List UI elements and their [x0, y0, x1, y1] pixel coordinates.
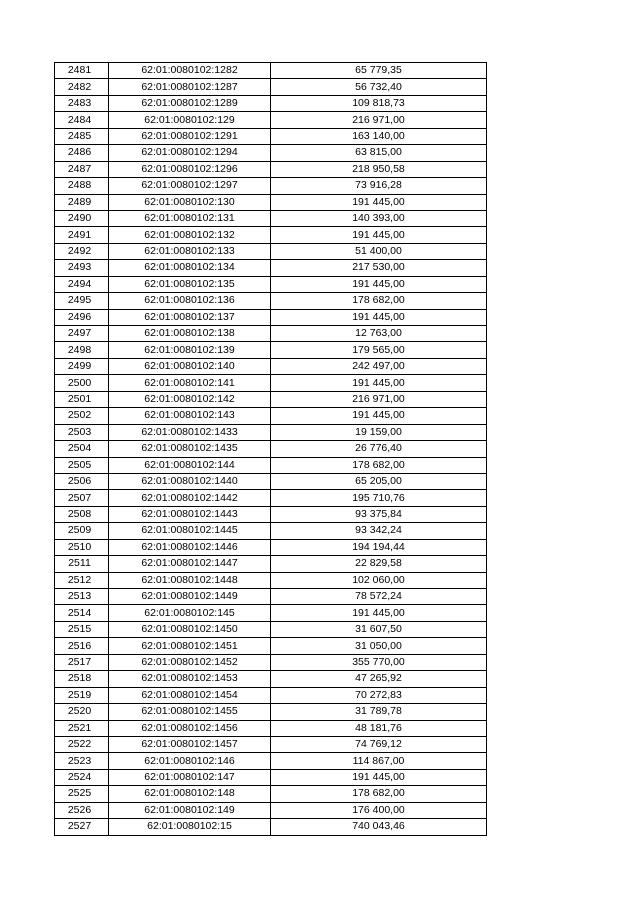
value-cell: 109 818,73 [271, 95, 487, 111]
table-row [55, 210, 487, 226]
cadastral-number-cell: 62:01:0080102:1449 [109, 589, 271, 605]
table-row [55, 490, 487, 506]
cadastral-number-cell: 62:01:0080102:1443 [109, 506, 271, 522]
row-number-cell: 2501 [55, 391, 109, 407]
row-number-cell: 2485 [55, 128, 109, 144]
row-number-cell: 2494 [55, 276, 109, 292]
value-cell: 114 867,00 [271, 753, 487, 769]
row-number-cell: 2486 [55, 145, 109, 161]
value-cell: 31 789,78 [271, 704, 487, 720]
row-number-cell: 2518 [55, 671, 109, 687]
value-cell: 191 445,00 [271, 227, 487, 243]
table-row [55, 687, 487, 703]
table-row [55, 391, 487, 407]
value-cell: 191 445,00 [271, 276, 487, 292]
table-row [55, 671, 487, 687]
value-cell: 26 776,40 [271, 441, 487, 457]
cadastral-number-cell: 62:01:0080102:144 [109, 457, 271, 473]
table-row [55, 63, 487, 79]
table-row [55, 276, 487, 292]
table-row [55, 79, 487, 95]
table-row [55, 654, 487, 670]
row-number-cell: 2510 [55, 539, 109, 555]
cadastral-number-cell: 62:01:0080102:141 [109, 375, 271, 391]
table-row [55, 112, 487, 128]
row-number-cell: 2508 [55, 506, 109, 522]
value-cell: 51 400,00 [271, 243, 487, 259]
value-cell: 163 140,00 [271, 128, 487, 144]
row-number-cell: 2503 [55, 424, 109, 440]
cadastral-number-cell: 62:01:0080102:140 [109, 358, 271, 374]
table-row [55, 243, 487, 259]
row-number-cell: 2481 [55, 63, 109, 79]
cadastral-number-cell: 62:01:0080102:145 [109, 605, 271, 621]
row-number-cell: 2526 [55, 802, 109, 818]
table-row [55, 506, 487, 522]
row-number-cell: 2521 [55, 720, 109, 736]
row-number-cell: 2512 [55, 572, 109, 588]
row-number-cell: 2516 [55, 638, 109, 654]
cadastral-number-cell: 62:01:0080102:1452 [109, 654, 271, 670]
value-cell: 31 050,00 [271, 638, 487, 654]
table-row [55, 227, 487, 243]
row-number-cell: 2514 [55, 605, 109, 621]
table-row [55, 342, 487, 358]
value-cell: 47 265,92 [271, 671, 487, 687]
cadastral-number-cell: 62:01:0080102:133 [109, 243, 271, 259]
value-cell: 31 607,50 [271, 621, 487, 637]
value-cell: 216 971,00 [271, 391, 487, 407]
table-row [55, 293, 487, 309]
value-cell: 191 445,00 [271, 194, 487, 210]
row-number-cell: 2493 [55, 260, 109, 276]
row-number-cell: 2527 [55, 819, 109, 835]
row-number-cell: 2520 [55, 704, 109, 720]
table-row [55, 161, 487, 177]
value-cell: 740 043,46 [271, 819, 487, 835]
cadastral-number-cell: 62:01:0080102:1453 [109, 671, 271, 687]
table-row [55, 572, 487, 588]
value-cell: 22 829,58 [271, 556, 487, 572]
table-row [55, 358, 487, 374]
value-cell: 194 194,44 [271, 539, 487, 555]
value-cell: 63 815,00 [271, 145, 487, 161]
cadastral-number-cell: 62:01:0080102:1445 [109, 523, 271, 539]
cadastral-number-cell: 62:01:0080102:137 [109, 309, 271, 325]
cadastral-number-cell: 62:01:0080102:1450 [109, 621, 271, 637]
table-row [55, 589, 487, 605]
table-row [55, 194, 487, 210]
table-row [55, 523, 487, 539]
row-number-cell: 2483 [55, 95, 109, 111]
cadastral-number-cell: 62:01:0080102:1297 [109, 178, 271, 194]
table-row [55, 720, 487, 736]
row-number-cell: 2490 [55, 210, 109, 226]
table-row [55, 621, 487, 637]
cadastral-number-cell: 62:01:0080102:1289 [109, 95, 271, 111]
cadastral-number-cell: 62:01:0080102:135 [109, 276, 271, 292]
cadastral-number-cell: 62:01:0080102:1435 [109, 441, 271, 457]
cadastral-number-cell: 62:01:0080102:1446 [109, 539, 271, 555]
row-number-cell: 2506 [55, 473, 109, 489]
value-cell: 216 971,00 [271, 112, 487, 128]
value-cell: 191 445,00 [271, 605, 487, 621]
cadastral-number-cell: 62:01:0080102:1291 [109, 128, 271, 144]
value-cell: 242 497,00 [271, 358, 487, 374]
value-cell: 12 763,00 [271, 326, 487, 342]
row-number-cell: 2522 [55, 736, 109, 752]
table-row [55, 326, 487, 342]
cadastral-number-cell: 62:01:0080102:1448 [109, 572, 271, 588]
cadastral-number-cell: 62:01:0080102:139 [109, 342, 271, 358]
row-number-cell: 2495 [55, 293, 109, 309]
value-cell: 355 770,00 [271, 654, 487, 670]
table-row [55, 786, 487, 802]
table-row [55, 473, 487, 489]
table-row [55, 819, 487, 835]
row-number-cell: 2488 [55, 178, 109, 194]
row-number-cell: 2524 [55, 769, 109, 785]
row-number-cell: 2491 [55, 227, 109, 243]
row-number-cell: 2500 [55, 375, 109, 391]
row-number-cell: 2497 [55, 326, 109, 342]
value-cell: 195 710,76 [271, 490, 487, 506]
value-cell: 191 445,00 [271, 375, 487, 391]
value-cell: 191 445,00 [271, 408, 487, 424]
cadastral-number-cell: 62:01:0080102:1442 [109, 490, 271, 506]
row-number-cell: 2509 [55, 523, 109, 539]
value-cell: 102 060,00 [271, 572, 487, 588]
value-cell: 178 682,00 [271, 786, 487, 802]
table-row [55, 375, 487, 391]
row-number-cell: 2511 [55, 556, 109, 572]
cadastral-number-cell: 62:01:0080102:1457 [109, 736, 271, 752]
table-row [55, 309, 487, 325]
row-number-cell: 2505 [55, 457, 109, 473]
cadastral-number-cell: 62:01:0080102:142 [109, 391, 271, 407]
table-row [55, 704, 487, 720]
value-cell: 19 159,00 [271, 424, 487, 440]
value-cell: 65 205,00 [271, 473, 487, 489]
table-row [55, 145, 487, 161]
table-row [55, 605, 487, 621]
value-cell: 179 565,00 [271, 342, 487, 358]
cadastral-number-cell: 62:01:0080102:148 [109, 786, 271, 802]
value-cell: 93 375,84 [271, 506, 487, 522]
row-number-cell: 2502 [55, 408, 109, 424]
table-row [55, 424, 487, 440]
cadastral-value-table [54, 62, 487, 836]
cadastral-number-cell: 62:01:0080102:130 [109, 194, 271, 210]
value-cell: 191 445,00 [271, 309, 487, 325]
row-number-cell: 2525 [55, 786, 109, 802]
value-cell: 178 682,00 [271, 457, 487, 473]
cadastral-number-cell: 62:01:0080102:1287 [109, 79, 271, 95]
row-number-cell: 2519 [55, 687, 109, 703]
value-cell: 217 530,00 [271, 260, 487, 276]
value-cell: 191 445,00 [271, 769, 487, 785]
row-number-cell: 2496 [55, 309, 109, 325]
value-cell: 56 732,40 [271, 79, 487, 95]
value-cell: 93 342,24 [271, 523, 487, 539]
table-row [55, 802, 487, 818]
value-cell: 74 769,12 [271, 736, 487, 752]
row-number-cell: 2498 [55, 342, 109, 358]
table-row [55, 441, 487, 457]
row-number-cell: 2484 [55, 112, 109, 128]
cadastral-number-cell: 62:01:0080102:131 [109, 210, 271, 226]
value-cell: 48 181,76 [271, 720, 487, 736]
table-row [55, 408, 487, 424]
cadastral-number-cell: 62:01:0080102:1451 [109, 638, 271, 654]
cadastral-number-cell: 62:01:0080102:143 [109, 408, 271, 424]
value-cell: 218 950,58 [271, 161, 487, 177]
table-row [55, 128, 487, 144]
cadastral-number-cell: 62:01:0080102:1456 [109, 720, 271, 736]
value-cell: 70 272,83 [271, 687, 487, 703]
value-cell: 176 400,00 [271, 802, 487, 818]
value-cell: 65 779,35 [271, 63, 487, 79]
table-row [55, 556, 487, 572]
cadastral-number-cell: 62:01:0080102:1447 [109, 556, 271, 572]
row-number-cell: 2513 [55, 589, 109, 605]
cadastral-number-cell: 62:01:0080102:1455 [109, 704, 271, 720]
table-body [55, 63, 487, 836]
table-row [55, 638, 487, 654]
row-number-cell: 2482 [55, 79, 109, 95]
cadastral-number-cell: 62:01:0080102:1282 [109, 63, 271, 79]
cadastral-number-cell: 62:01:0080102:129 [109, 112, 271, 128]
row-number-cell: 2523 [55, 753, 109, 769]
table-row [55, 736, 487, 752]
value-cell: 73 916,28 [271, 178, 487, 194]
table-row [55, 457, 487, 473]
row-number-cell: 2504 [55, 441, 109, 457]
cadastral-number-cell: 62:01:0080102:15 [109, 819, 271, 835]
row-number-cell: 2507 [55, 490, 109, 506]
row-number-cell: 2492 [55, 243, 109, 259]
cadastral-number-cell: 62:01:0080102:147 [109, 769, 271, 785]
row-number-cell: 2487 [55, 161, 109, 177]
cadastral-number-cell: 62:01:0080102:134 [109, 260, 271, 276]
cadastral-number-cell: 62:01:0080102:149 [109, 802, 271, 818]
row-number-cell: 2499 [55, 358, 109, 374]
table-row [55, 95, 487, 111]
table-row [55, 753, 487, 769]
cadastral-number-cell: 62:01:0080102:1296 [109, 161, 271, 177]
cadastral-number-cell: 62:01:0080102:146 [109, 753, 271, 769]
row-number-cell: 2489 [55, 194, 109, 210]
cadastral-number-cell: 62:01:0080102:1294 [109, 145, 271, 161]
value-cell: 140 393,00 [271, 210, 487, 226]
table-row [55, 539, 487, 555]
value-cell: 178 682,00 [271, 293, 487, 309]
cadastral-number-cell: 62:01:0080102:1433 [109, 424, 271, 440]
row-number-cell: 2515 [55, 621, 109, 637]
table-row [55, 178, 487, 194]
value-cell: 78 572,24 [271, 589, 487, 605]
table-row [55, 769, 487, 785]
cadastral-number-cell: 62:01:0080102:138 [109, 326, 271, 342]
table-row [55, 260, 487, 276]
cadastral-number-cell: 62:01:0080102:1454 [109, 687, 271, 703]
cadastral-number-cell: 62:01:0080102:132 [109, 227, 271, 243]
row-number-cell: 2517 [55, 654, 109, 670]
cadastral-number-cell: 62:01:0080102:1440 [109, 473, 271, 489]
cadastral-number-cell: 62:01:0080102:136 [109, 293, 271, 309]
